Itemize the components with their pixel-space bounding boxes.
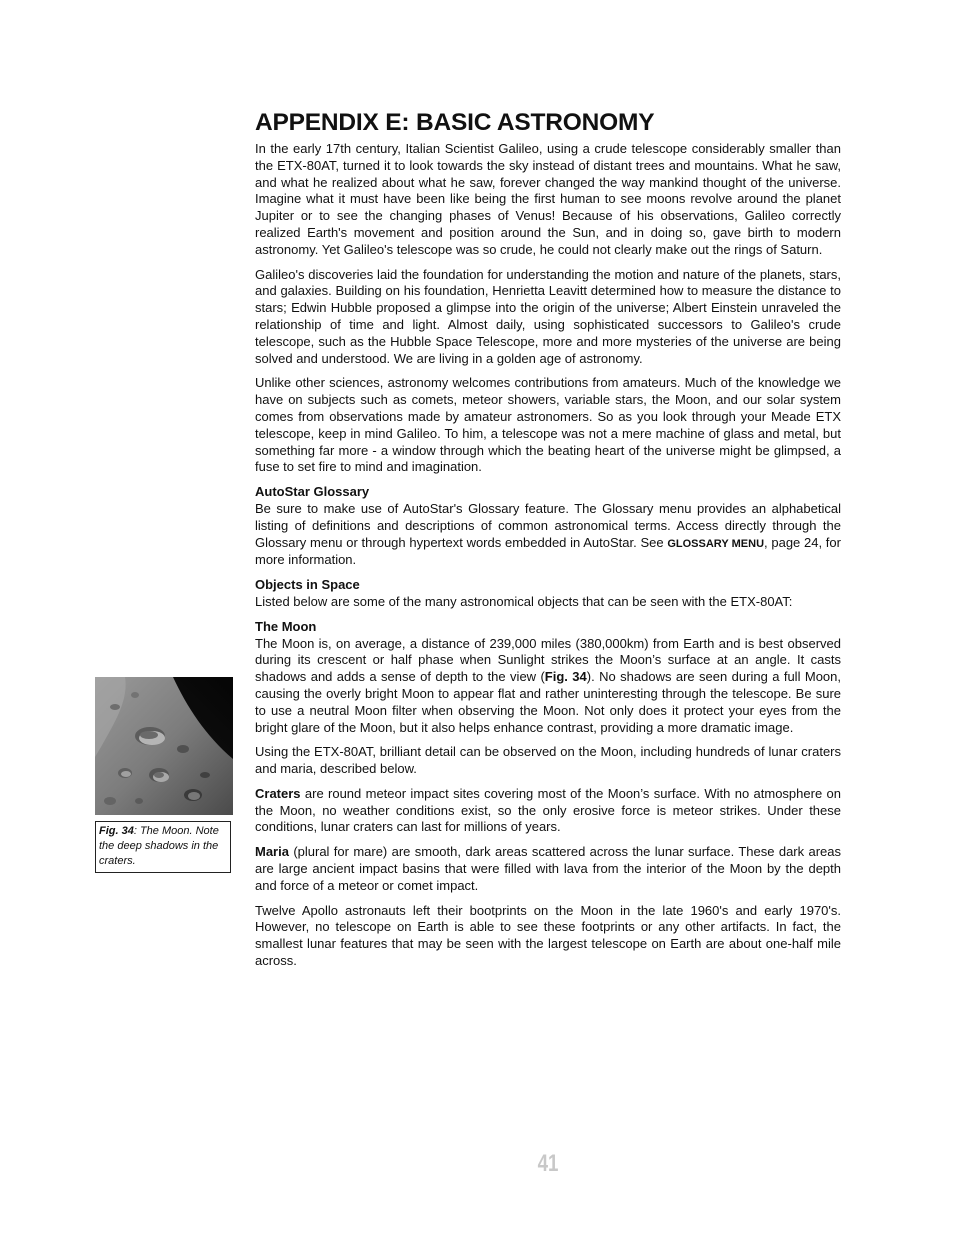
glossary-heading: AutoStar Glossary — [255, 484, 370, 500]
moon-section — [255, 619, 841, 737]
moon-text-a: The Moon is, on average, a distance of 239,000 miles (380,000km) from Earth and is best observed during its crescent or half phase when Sunlight strikes the Moon’s surface at an angle. It casts shadows and adds a sense of depth to the view ( — [255, 635, 841, 685]
craters-paragraph — [255, 786, 841, 836]
glossary-menu-reference: GLOSSARY MENU — [667, 537, 765, 550]
intro-paragraph-1: In the early 17th century, Italian Scientist Galileo, using a crude telescope considerably smaller than the ETX-80AT, turned it to look towards the sky instead of distant trees and mountains. What he saw, and what he realized about what he saw, forever changed the way mankind thought of the universe. Imagine what it must have been like being the first human to see moons revolve around the planet Jupiter or to see the changing phases of Venus! Because of his observations, Galileo correctly realized Earth's movement and position around the Sun, and in doing so, gave birth to modern astronomy. Yet Galileo's telescope was so crude, he could not clearly make out the rings of Saturn. — [255, 141, 841, 257]
page-number: 41 — [537, 1150, 559, 1177]
glossary-text-tail: , page 24, for more information. — [255, 534, 841, 568]
figure-caption-text: : The Moon. Note the deep shadows in the craters. — [99, 825, 219, 867]
figure-label: Fig. 34 — [99, 825, 134, 837]
objects-section — [255, 577, 841, 611]
moon-heading: The Moon — [255, 618, 317, 634]
moon-photo — [95, 677, 233, 815]
glossary-section — [255, 484, 841, 569]
objects-heading: Objects in Space — [255, 577, 360, 593]
objects-text: Listed below are some of the many astronomical objects that can be seen with the ETX-80AT: — [255, 593, 793, 609]
intro-paragraph-3: Unlike other sciences, astronomy welcomes contributions from amateurs. Much of the knowledge we have on subjects such as comets, meteor showers, variable stars, the Moon, and our solar system comes from observations made by amateur astronomers. So as you look through your Meade ETX telescope, keep in mind Galileo. To him, a telescope was not a mere machine of glass and metal, but something far more - a window through which the beating heart of the universe might be glimpsed, a fuse to set fire to mind and imagination. — [255, 375, 841, 475]
page-title: APPENDIX E: BASIC ASTRONOMY — [255, 109, 655, 136]
main-text — [255, 141, 841, 978]
craters-text: are round meteor impact sites covering most of the Moon’s surface. With no atmosphere on the Moon, no weather conditions exist, so the only erosive force is meteor strikes. Under these conditions, lunar craters can last for millions of years. — [255, 785, 841, 835]
craters-term: Craters — [255, 785, 301, 801]
figure-caption — [95, 821, 231, 873]
maria-term: Maria — [255, 844, 289, 860]
intro-paragraph-2: Galileo's discoveries laid the foundation for understanding the motion and nature of the planets, stars, and galaxies. Building on his foundation, Henrietta Leavitt determined how to measure the distance to stars; Edwin Hubble proposed a glimpse into the origin of the universe; Albert Einstein unraveled the relationship of time and light. Almost daily, using sophisticated successors to Galileo's crude telescope, such as the Hubble Space Telescope, more and more mysteries of the universe are being solved and understood. We are living in a golden age of astronomy. — [255, 266, 841, 366]
apollo-paragraph: Twelve Apollo astronauts left their bootprints on the Moon in the late 1960's and early 1970's. However, no telescope on Earth is able to see these footprints or any other artifacts. In fact, the smallest lunar features that may be seen with the largest telescope on Earth are about one-half mile across. — [255, 902, 841, 969]
glossary-text: Be sure to make use of AutoStar's Glossary feature. The Glossary menu provides an alphabetical listing of definitions and descriptions of common astronomical terms. Access directly through the Glossary menu or through hypertext words embedded in AutoStar. See — [255, 500, 841, 550]
maria-text: (plural for mare) are smooth, dark areas scattered across the lunar surface. These dark areas are large ancient impact basins that were filled with lava from the interior of the Moon by the depth and force of a meteor or comet impact. — [255, 844, 841, 893]
moon-text-b: ). No shadows are seen during a full Moon, causing the overly bright Moon to appear flat and rather uninteresting through the telescope. Be sure to use a neutral Moon filter when observing the Moon. Not only does it protect your eyes from the bright glare of the Moon, but it also helps enhance contrast, providing a more dramatic image. — [255, 669, 841, 735]
figure-reference: Fig. 34 — [544, 669, 587, 685]
maria-paragraph — [255, 844, 841, 894]
moon-paragraph-2: Using the ETX-80AT, brilliant detail can be observed on the Moon, including hundreds of lunar craters and maria, described below. — [255, 744, 841, 777]
